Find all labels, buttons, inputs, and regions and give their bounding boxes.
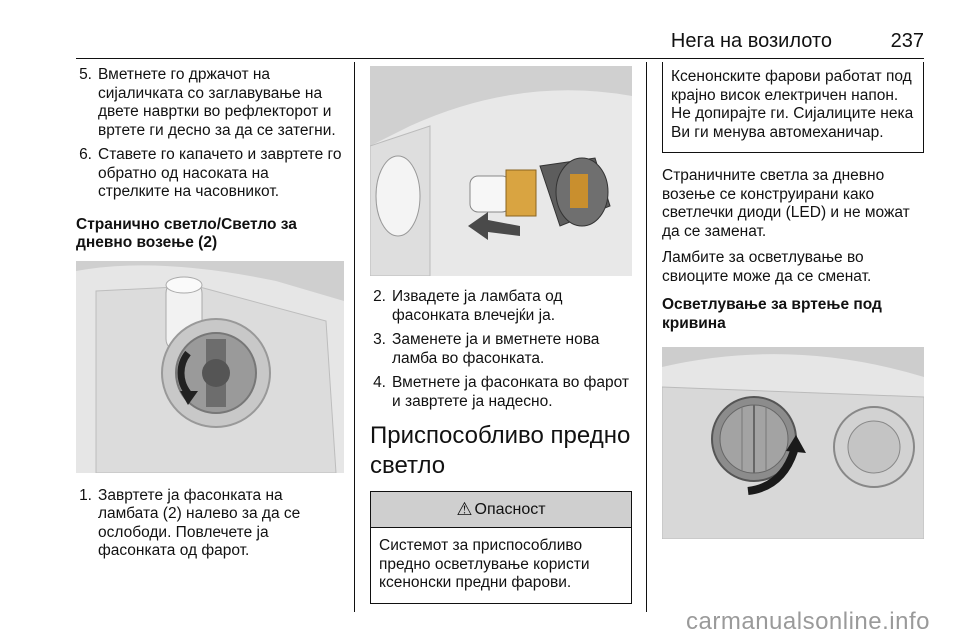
warning-triangle-icon: ⚠ [456, 499, 473, 519]
page-number: 237 [890, 30, 924, 52]
list-item-4 [370, 374, 632, 411]
figure-bulb-removal [370, 66, 632, 276]
list-number: 6. [79, 146, 92, 163]
list-item-5 [76, 66, 344, 140]
drl-bulb-holder-illustration [76, 261, 344, 473]
column-1 [76, 66, 344, 567]
column-3 [662, 62, 924, 539]
list-text: Завртете ја фасонката на ламбата (2) налево за да се ослободи. Повлечете ја фасонката од фарот. [98, 486, 301, 559]
column-divider-2 [646, 62, 647, 612]
figure-cornering-light [662, 347, 924, 539]
cornering-light-illustration [662, 347, 924, 539]
paragraph-drl: Страничните светла за дневно возење се конструирани како светлечки диоди (LED) и не можат да се заменат. [662, 167, 910, 240]
bulb-removal-illustration [370, 66, 632, 276]
list-item-2 [370, 288, 632, 325]
list-text: Извадете ја ламбата од фасонката влечејќи ја. [392, 288, 563, 324]
list-item-1 [76, 487, 344, 561]
list-number: 3. [373, 331, 386, 348]
column-2 [370, 66, 632, 604]
list-text: Ставете го капачето и завртете го обратно од насоката на стрелките на часовникот. [98, 146, 342, 200]
watermark: carmanualsonline.info [686, 608, 930, 635]
list-item-6 [76, 146, 344, 202]
page-header [0, 26, 924, 56]
list-item-3 [370, 331, 632, 368]
warning-continuation-box: Ксенонските фарови работат под крајно висок електричен напон. Не допирајте ги. Сијалиците нека Ви ги менува автомеханичар. [662, 62, 924, 153]
list-number: 2. [373, 288, 386, 305]
figure-drl-bulb-holder [76, 261, 344, 473]
warning-header [371, 492, 631, 528]
warning-box [370, 491, 632, 604]
paragraph-cornering: Ламбите за осветлување во свиоците може да се сменат. [662, 249, 872, 285]
list-text: Вметнете го држачот на сијаличката со заглавување на двете навртки во рефлекторот и вртете ги десно за да се затегни. [98, 66, 336, 139]
section-heading: Приспособливо предно светло [370, 422, 631, 479]
list-number: 4. [373, 374, 386, 391]
header-rule [76, 58, 924, 59]
list-text: Вметнете ја фасонката во фарот и завртете ја надесно. [392, 374, 630, 410]
list-text: Заменете ја и вметнете нова ламба во фасонката. [392, 331, 600, 367]
section-subheading: Странично светло/Светло за дневно возење (2) [76, 215, 297, 251]
list-number: 1. [79, 486, 92, 504]
warning-body: Системот за приспособливо предно осветлување користи ксенонски предни фарови. [379, 537, 590, 591]
column-divider-1 [354, 62, 355, 612]
warning-title: Опасност [474, 500, 546, 518]
list-number: 5. [79, 66, 92, 83]
section-subheading: Осветлување за вртење под кривина [662, 296, 882, 332]
header-title: Нега на возилото [670, 30, 832, 52]
